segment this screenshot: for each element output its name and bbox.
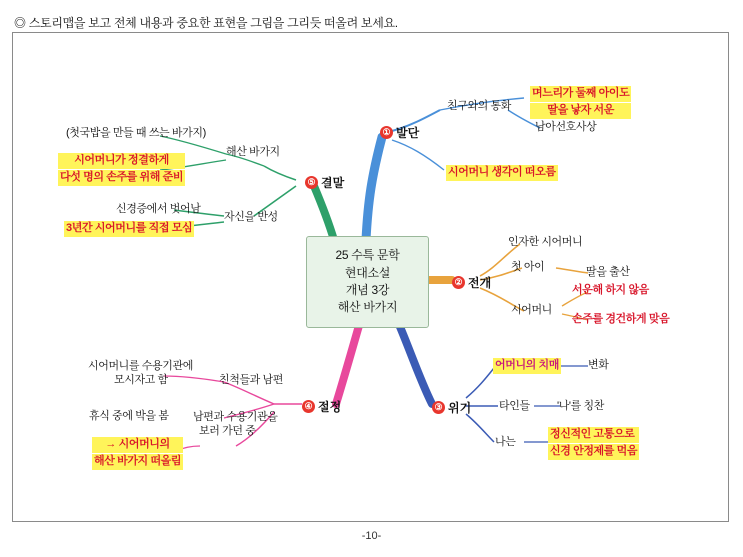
node-mil: 시어머니 xyxy=(511,304,552,316)
branch-label-jeongae xyxy=(452,274,491,291)
badge-3: ③ xyxy=(432,401,445,414)
node-praise-me: '나'를 칭찬 xyxy=(557,400,604,412)
node-son-preference: 남아선호사상 xyxy=(535,121,597,133)
instruction-text: ◎ 스토리맵을 보고 전체 내용과 중요한 표현을 그림을 그리듯 떠올려 보세요. xyxy=(14,16,398,30)
center-node xyxy=(306,236,429,328)
branch-label-baldan xyxy=(380,124,419,141)
branch-label-gyeolmal xyxy=(305,174,344,191)
center-line-2: 현대소설 xyxy=(344,265,391,280)
node-recall-line2: 해산 바가지 떠올림 xyxy=(92,454,183,470)
node-daughter-disappointment xyxy=(530,86,631,119)
badge-2: ② xyxy=(452,276,465,289)
node-me: 나는 xyxy=(495,436,516,448)
node-friend-call: 친구와의 통화 xyxy=(447,100,512,112)
badge-5: ⑤ xyxy=(305,176,318,189)
node-kind-mil: 인자한 시어머니 xyxy=(508,236,583,248)
node-mental-suffering-line1: 정신적인 고통으로 xyxy=(548,427,639,443)
node-going-line2: 보러 가던 중 xyxy=(199,424,256,437)
node-mil-prepared-line2: 다섯 명의 손주를 위해 준비 xyxy=(58,170,185,186)
node-welcome-grandchild: 손주를 경건하게 맞음 xyxy=(572,313,670,325)
branch-label-jeoljeong xyxy=(302,398,341,415)
node-self-reflection: 자신을 반성 xyxy=(224,211,278,223)
node-mil-prepared xyxy=(58,153,185,186)
node-others: 타인들 xyxy=(499,400,530,412)
node-going-to-institution xyxy=(193,411,277,439)
branch-text-baldan: 발단 xyxy=(396,126,420,140)
node-three-years-care: 3년간 시어머니를 직접 모심 xyxy=(64,221,194,237)
node-mental-suffering xyxy=(548,427,639,460)
badge-4: ④ xyxy=(302,400,315,413)
node-not-sad: 서운해 하지 않음 xyxy=(572,284,649,296)
branch-text-wigi: 위기 xyxy=(448,401,472,415)
node-rest-gourd: 휴식 중에 박을 봄 xyxy=(89,410,169,422)
node-going-line1: 남편과 수용기관을 xyxy=(193,411,278,423)
node-daughter-disappointment-line1: 며느리가 둘째 아이도 xyxy=(530,86,631,102)
center-line-3: 개념 3강 xyxy=(345,283,390,297)
node-institution-suggestion xyxy=(88,360,193,388)
node-change: 변화 xyxy=(588,359,609,371)
branch-label-wigi xyxy=(432,399,471,416)
center-line-4: 해산 바가지 xyxy=(337,300,398,315)
badge-1: ① xyxy=(380,126,393,139)
center-line-1: 25 수특 문학 xyxy=(335,248,400,263)
node-mil-prepared-line1: 시어머니가 정결하게 xyxy=(58,153,185,169)
branch-text-jeongae: 전개 xyxy=(468,276,492,290)
page-number: -10- xyxy=(361,530,382,542)
node-daughter-disappointment-line2: 딸을 낳자 서운 xyxy=(530,103,631,119)
node-institution-suggestion-line2: 모시자고 함 xyxy=(114,373,168,386)
node-recall-line1: → 시어머니의 xyxy=(92,437,183,453)
node-haesan-gourd: 해산 바가지 xyxy=(226,146,280,158)
node-first-soup-gourd: (첫국밥을 만들 때 쓰는 바가지) xyxy=(66,127,206,139)
branch-text-gyeolmal: 결말 xyxy=(321,176,345,190)
node-mother-dementia: 어머니의 치매 xyxy=(493,358,561,374)
node-mil-thought: 시어머니 생각이 떠오름 xyxy=(446,165,558,181)
branch-text-jeoljeong: 절정 xyxy=(318,400,342,414)
node-mental-suffering-line2: 신경 안정제를 먹음 xyxy=(548,444,639,460)
node-institution-suggestion-line1: 시어머니를 수용기관에 xyxy=(88,360,193,372)
node-daughter-birth: 딸을 출산 xyxy=(586,266,630,278)
node-first-child: 첫 아이 xyxy=(511,261,545,273)
node-relatives-husband: 친척들과 남편 xyxy=(219,374,284,386)
node-free-from-neurosis: 신경증에서 벗어남 xyxy=(116,203,201,215)
node-recall-gourd xyxy=(92,437,183,470)
